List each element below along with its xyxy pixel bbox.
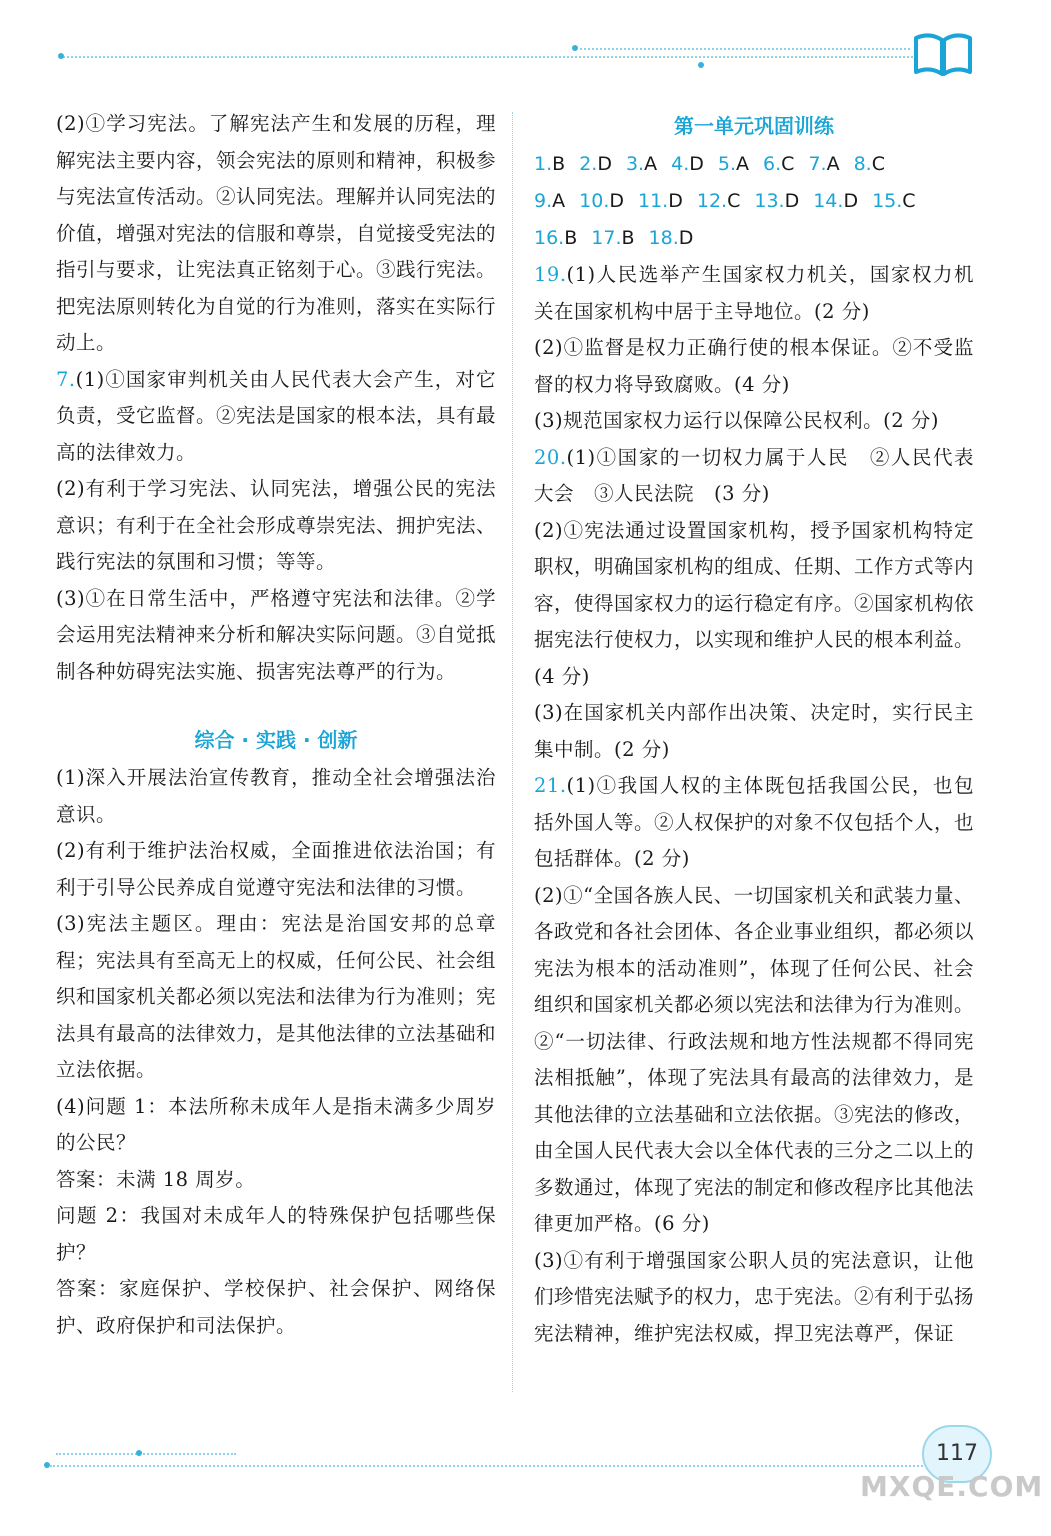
answer-paragraph: (2)①学习宪法。了解宪法产生和发展的历程，理解宪法主要内容，领会宪法的原则和精神，积极参与宪法宣传活动。②认同宪法。理解并认同宪法的价值，增强对宪法的信服和尊崇，自觉接受宪法的指引与要求，让宪法真正铭刻于心。③践行宪法。把宪法原则转化为自觉的行为准则，落实在实际行动上。 [56, 112, 497, 354]
choice-answer [854, 146, 885, 183]
choice-answer [626, 146, 657, 183]
choice-number: 17. [591, 227, 622, 249]
choice-letter: D [668, 190, 683, 212]
footer-dot [136, 1450, 142, 1456]
column-divider [512, 112, 513, 1392]
choice-answer [534, 220, 577, 257]
choice-answer [638, 183, 683, 220]
q19-part1 [534, 257, 974, 330]
left-column [56, 106, 496, 1344]
footer-dotted-line [50, 1465, 950, 1467]
choice-number: 1. [534, 153, 553, 175]
q21-part1-text: (1)①我国人权的主体既包括我国公民，也包括外国人等。②人权保护的对象不仅包括个人，也包括群体。(2 分) [534, 774, 975, 870]
choice-letter: B [552, 153, 566, 175]
q21-part2: (2)①“全国各族人民、一切国家机关和武装力量、各政党和各社会团体、各企业事业组织，都必须以宪法为根本的活动准则”，体现了任何公民、社会组织和国家机关都必须以宪法和法律为行为准则。②“一切法律、行政法规和地方性法规都不得同宪法相抵触”，体现了宪法具有最高的法律效力，是其他法律的立法基础和立法依据。③宪法的修改，由全国人民代表大会以全体代表的三分之二以上的多数通过，体现了宪法的制定和修改程序比其他法律更加严格。(6 分) [534, 883, 975, 1235]
q7-part1 [56, 362, 496, 472]
header-dot [572, 45, 578, 51]
choice-letter: C [871, 153, 886, 175]
choice-answer [813, 183, 858, 220]
choice-number: 9. [534, 190, 553, 212]
question-number: 19. [534, 263, 567, 286]
q19-part1-text: (1)人民选举产生国家权力机关，国家权力机关在国家机构中居于主导地位。(2 分) [534, 263, 974, 323]
practice-part3: (3)宪法主题区。理由：宪法是治国安邦的总章程；宪法具有至高无上的权威，任何公民、社会组织和国家机关都必须以宪法和法律为行为准则；宪法具有最高的法律效力，是其他法律的立法基础和立法依据。 [56, 912, 497, 1081]
choice-answer [591, 220, 634, 257]
q19-part2: (2)①监督是权力正确行使的根本保证。②不受监督的权力将导致腐败。(4 分) [534, 336, 974, 396]
choice-answer [754, 183, 799, 220]
choice-answer [534, 183, 565, 220]
practice-part2: (2)有利于维护法治权威，全面推进依法治国；有利于引导公民养成自觉遵守宪法和法律的习惯。 [56, 839, 496, 899]
practice-answer2: 答案：家庭保护、学校保护、社会保护、网络保护、政府保护和司法保护。 [56, 1277, 496, 1337]
practice-answer1: 答案：未满 18 周岁。 [56, 1167, 256, 1191]
section-title-practice: 综合 · 实践 · 创新 [194, 728, 358, 752]
question-number: 20. [534, 445, 567, 469]
footer-dot [44, 1462, 50, 1468]
choice-number: 2. [579, 153, 598, 175]
practice-part4-q1: (4)问题 1：本法所称未成年人是指未满多少周岁的公民？ [56, 1094, 496, 1154]
choice-answer [534, 146, 565, 183]
choice-number: 15. [872, 190, 903, 212]
choice-number: 12. [696, 190, 728, 212]
choice-number: 16. [534, 227, 565, 249]
header-dot [58, 53, 64, 59]
choice-letter: A [552, 190, 566, 212]
header-dotted-line [60, 56, 920, 58]
choice-number: 6. [763, 153, 782, 175]
choice-letter: D [597, 153, 612, 175]
choice-number: 11. [638, 190, 669, 212]
choice-number: 14. [813, 190, 844, 212]
q20-part1 [534, 440, 974, 513]
choice-letter: D [843, 190, 859, 212]
choice-letter: D [689, 153, 704, 175]
choice-number: 8. [853, 153, 872, 175]
choice-letter: C [902, 190, 916, 212]
choice-answer [872, 183, 916, 220]
choice-answer [579, 183, 624, 220]
choice-letter: C [781, 153, 795, 175]
choice-letter: A [736, 153, 750, 175]
choice-answer [649, 220, 694, 257]
question-number: 21. [534, 774, 567, 797]
page-number: 117 [922, 1425, 992, 1483]
q21-part1 [534, 768, 974, 878]
choice-number: 13. [754, 190, 785, 212]
practice-part4-q2: 问题 2：我国对未成年人的特殊保护包括哪些保护？ [56, 1204, 496, 1264]
choice-number: 4. [671, 153, 690, 175]
choice-letter: A [644, 153, 658, 175]
q20-part3: (3)在国家机关内部作出决策、决定时，实行民主集中制。(2 分) [534, 701, 974, 761]
q19-part3: (3)规范国家权力运行以保障公民权利。(2 分) [534, 409, 939, 432]
q20-part2: (2)①宪法通过设置国家机构，授予国家机构特定职权，明确国家机构的组成、任期、工作方式等内容，使得国家权力的运行稳定有序。②国家机构依据宪法行使权力，以实现和维护人民的根本利益。(4 分) [534, 518, 975, 688]
q7-part1-text: (1)①国家审判机关由人民代表大会产生，对它负责，受它监督。②宪法是国家的根本法，具有最高的法律效力。 [56, 367, 497, 464]
choice-answer [697, 183, 741, 220]
question-number: 7. [56, 367, 76, 391]
q20-part1-text: (1)①国家的一切权力属于人民 ②人民代表大会 ③人民法院 (3 分) [534, 445, 974, 505]
choice-number: 5. [717, 153, 737, 175]
choice-answers [534, 146, 974, 257]
choice-answer [671, 146, 704, 183]
header-dot [698, 62, 704, 68]
choice-number: 7. [808, 153, 827, 175]
choice-letter: B [621, 227, 635, 249]
choice-letter: A [826, 153, 840, 175]
right-column [534, 106, 974, 1352]
choice-answer [763, 146, 794, 183]
q7-part2: (2)有利于学习宪法、认同宪法，增强公民的宪法意识；有利于在全社会形成尊崇宪法、拥护宪法、践行宪法的氛围和习惯；等等。 [56, 477, 497, 573]
q21-part3: (3)①有利于增强国家公职人员的宪法意识，让他们珍惜宪法赋予的权力，忠于宪法。②有利于弘扬宪法精神，维护宪法权威，捍卫宪法尊严，保证 [534, 1248, 975, 1345]
choice-number: 10. [579, 190, 610, 212]
footer-dotted-line-short [56, 1453, 236, 1455]
choice-answer [579, 146, 612, 183]
header-dotted-line-upper [580, 48, 910, 50]
open-book-icon [912, 30, 974, 78]
q7-part3: (3)①在日常生活中，严格遵守宪法和法律。②学会运用宪法精神来分析和解决实际问题。③自觉抵制各种妨碍宪法实施、损害宪法尊严的行为。 [56, 586, 497, 683]
choice-letter: D [609, 190, 624, 212]
choice-answer [808, 146, 839, 183]
section-title-unit1: 第一单元巩固训练 [674, 114, 834, 138]
choice-letter: B [564, 227, 578, 249]
choice-number: 18. [648, 227, 679, 249]
choice-letter: C [727, 190, 741, 212]
practice-part1: (1)深入开展法治宣传教育，推动全社会增强法治意识。 [56, 766, 496, 826]
choice-number: 3. [625, 153, 645, 175]
choice-letter: D [678, 227, 694, 249]
choice-letter: D [784, 190, 800, 212]
watermark-logo: MXQE.COM [860, 1470, 1044, 1503]
choice-answer [718, 146, 749, 183]
